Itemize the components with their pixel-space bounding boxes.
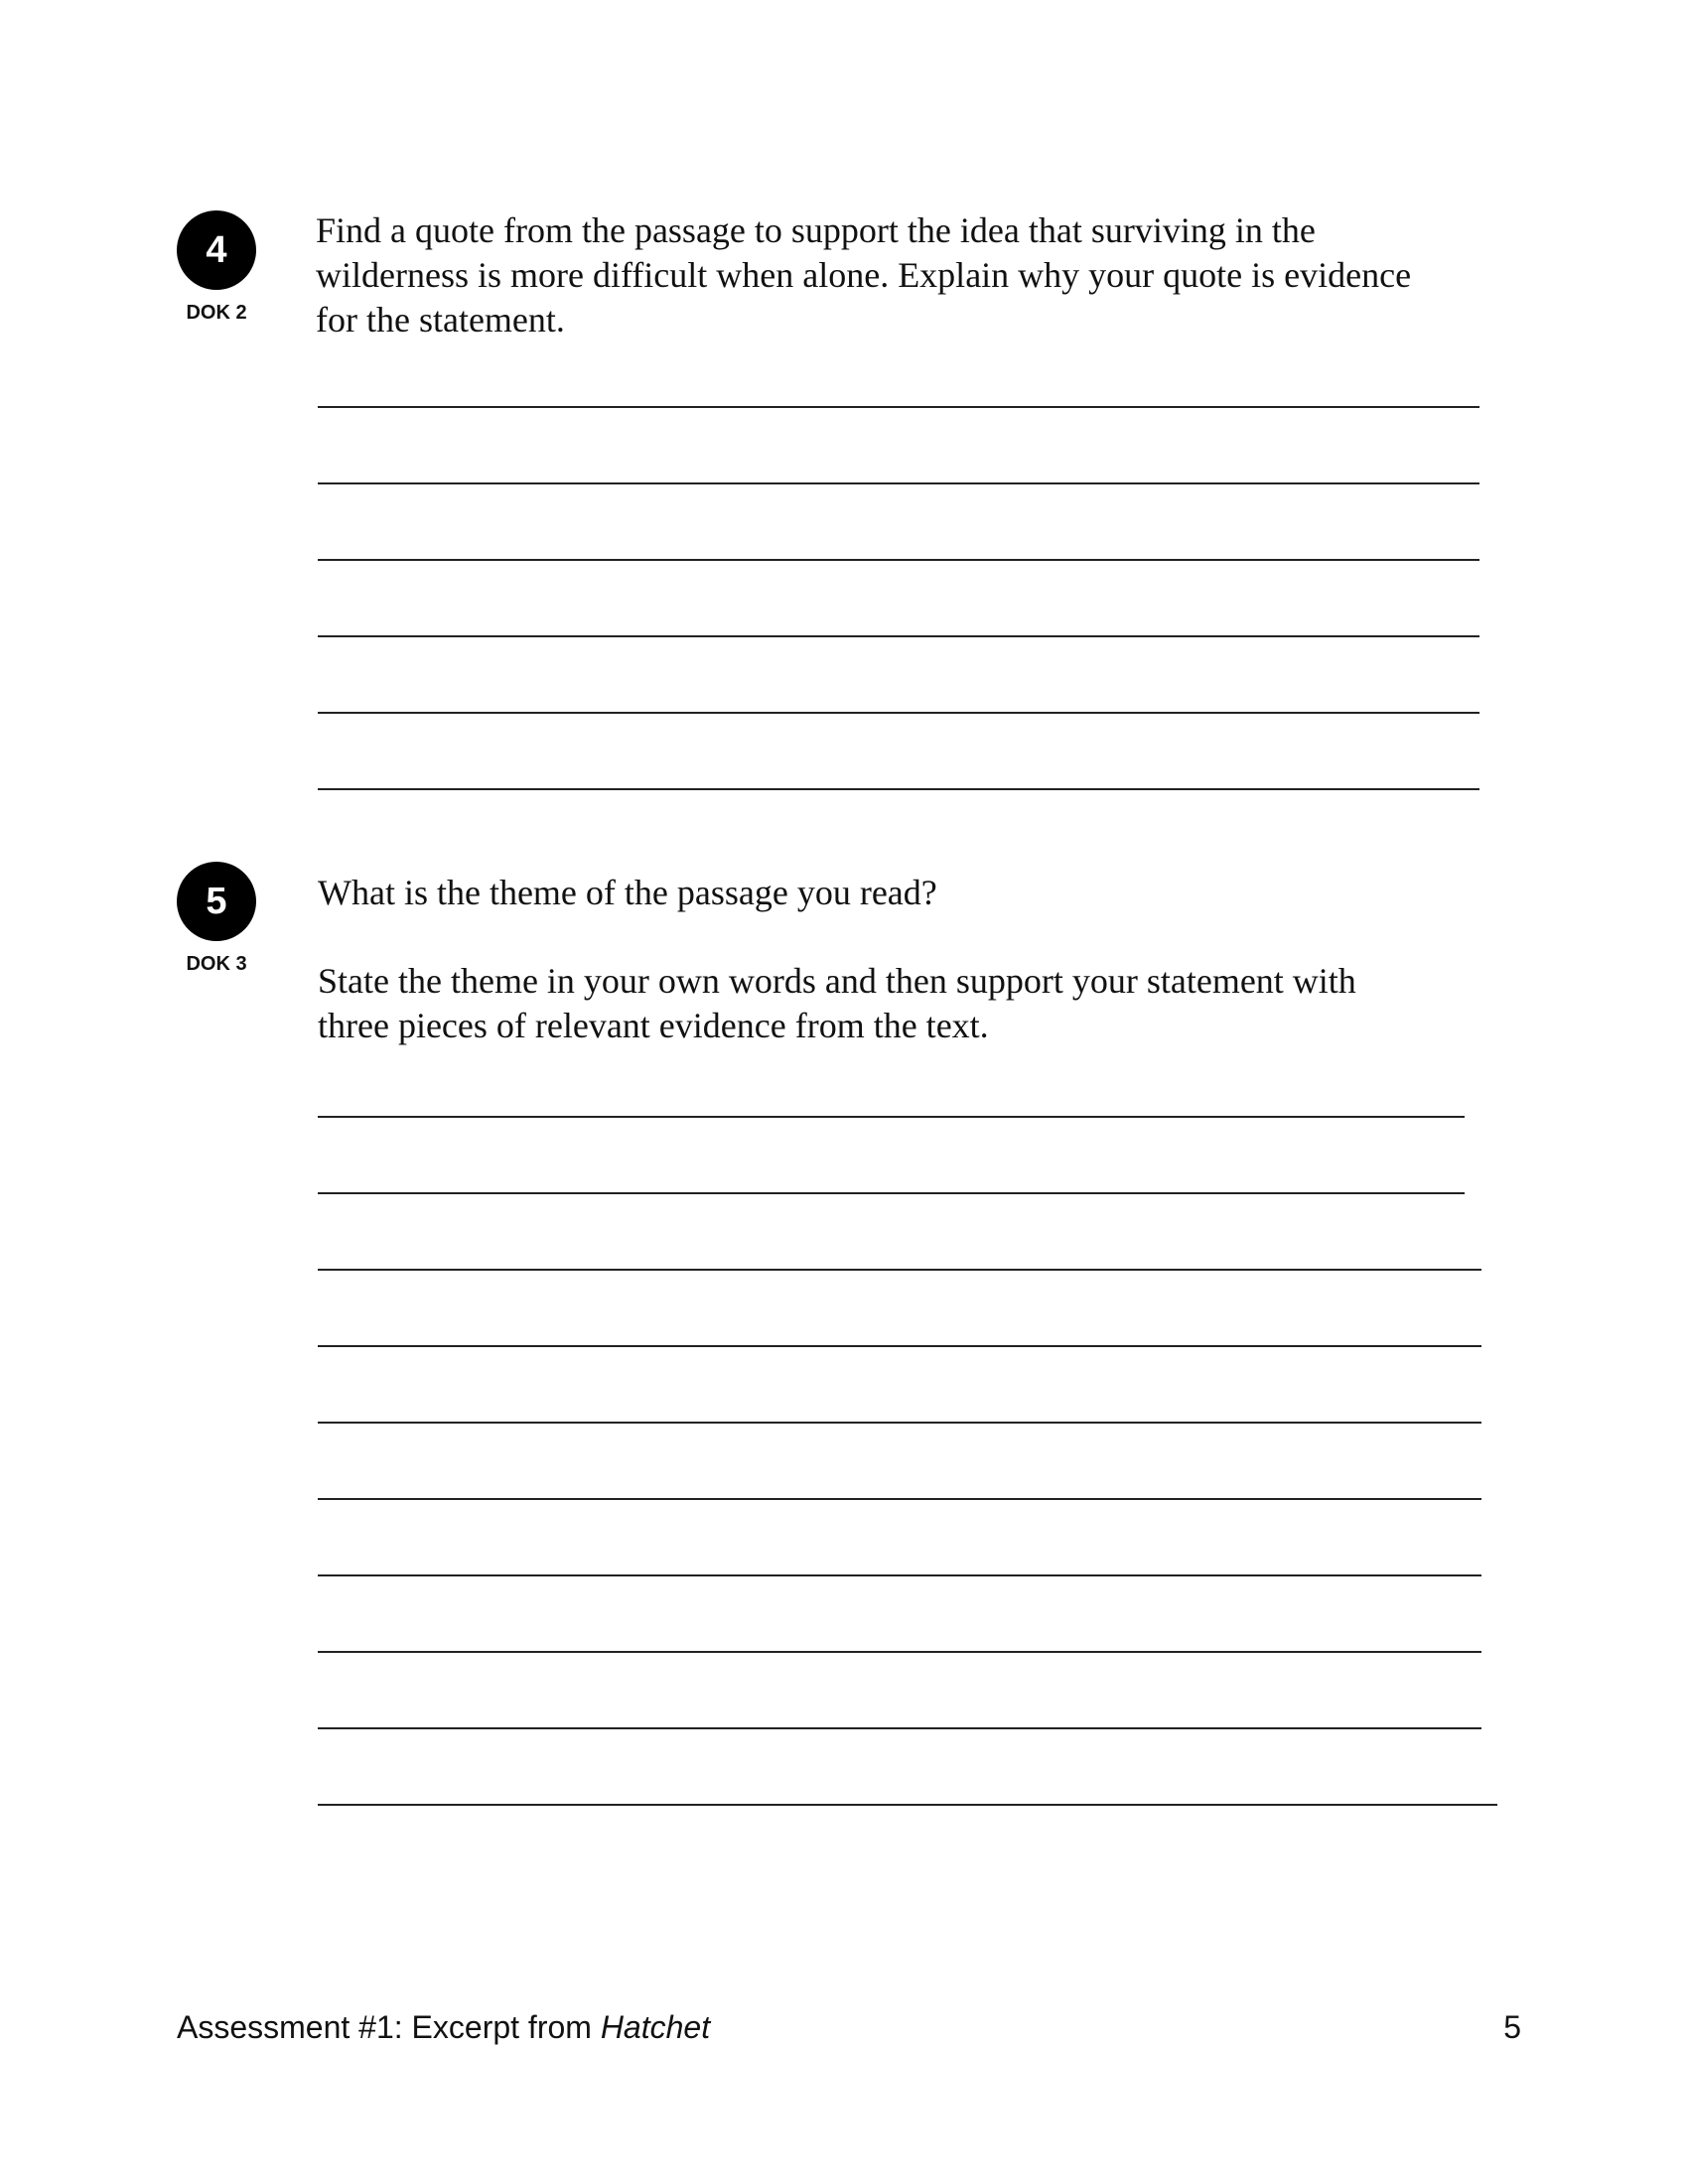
question-5-answer-line-3[interactable] [318, 1269, 1481, 1271]
question-5-answer-line-7[interactable] [318, 1574, 1481, 1576]
question-5-answer-line-4[interactable] [318, 1345, 1481, 1347]
question-4-answer-line-1[interactable] [318, 406, 1479, 408]
question-4-answer-line-5[interactable] [318, 712, 1479, 714]
footer-assessment-label: Assessment #1: Excerpt from [177, 2009, 592, 2045]
footer-assessment-title [177, 2009, 710, 2046]
question-4-number: 4 [206, 228, 227, 271]
question-5-answer-line-5[interactable] [318, 1422, 1481, 1424]
question-5-prompt-line-3: three pieces of relevant evidence from the text. [318, 1006, 989, 1045]
question-4-prompt-line-1: Find a quote from the passage to support the idea that surviving in the [316, 210, 1316, 250]
question-5-answer-line-6[interactable] [318, 1498, 1481, 1500]
question-4-prompt-line-3: for the statement. [316, 300, 565, 340]
question-4-number-badge [177, 210, 256, 290]
question-5-prompt-instructions [318, 959, 1509, 1048]
footer-page-number: 5 [1503, 2009, 1521, 2045]
footer-book-title: Hatchet [600, 2009, 711, 2045]
question-4-answer-line-2[interactable] [318, 482, 1479, 484]
question-4-answer-line-6[interactable] [318, 788, 1479, 790]
question-5-answer-line-1[interactable] [318, 1116, 1465, 1118]
question-4-prompt-line-2: wilderness is more difficult when alone. Explain why your quote is evidence [316, 255, 1412, 295]
question-5-answer-line-10[interactable] [318, 1804, 1497, 1806]
question-5-dok-label: DOK 3 [186, 953, 247, 975]
question-5-number-badge [177, 862, 256, 941]
question-4-dok-label: DOK 2 [186, 302, 247, 324]
question-5-prompt-heading: What is the theme of the passage you read? [318, 873, 937, 912]
question-4-answer-line-4[interactable] [318, 635, 1479, 637]
question-5-answer-line-2[interactable] [318, 1192, 1465, 1194]
question-5-answer-line-9[interactable] [318, 1727, 1481, 1729]
question-5-answer-line-8[interactable] [318, 1651, 1481, 1653]
question-5-prompt-line-2: State the theme in your own words and then support your statement with [318, 961, 1356, 1001]
question-4-answer-line-3[interactable] [318, 559, 1479, 561]
question-5-number: 5 [206, 880, 227, 922]
question-4-prompt [316, 208, 1507, 342]
